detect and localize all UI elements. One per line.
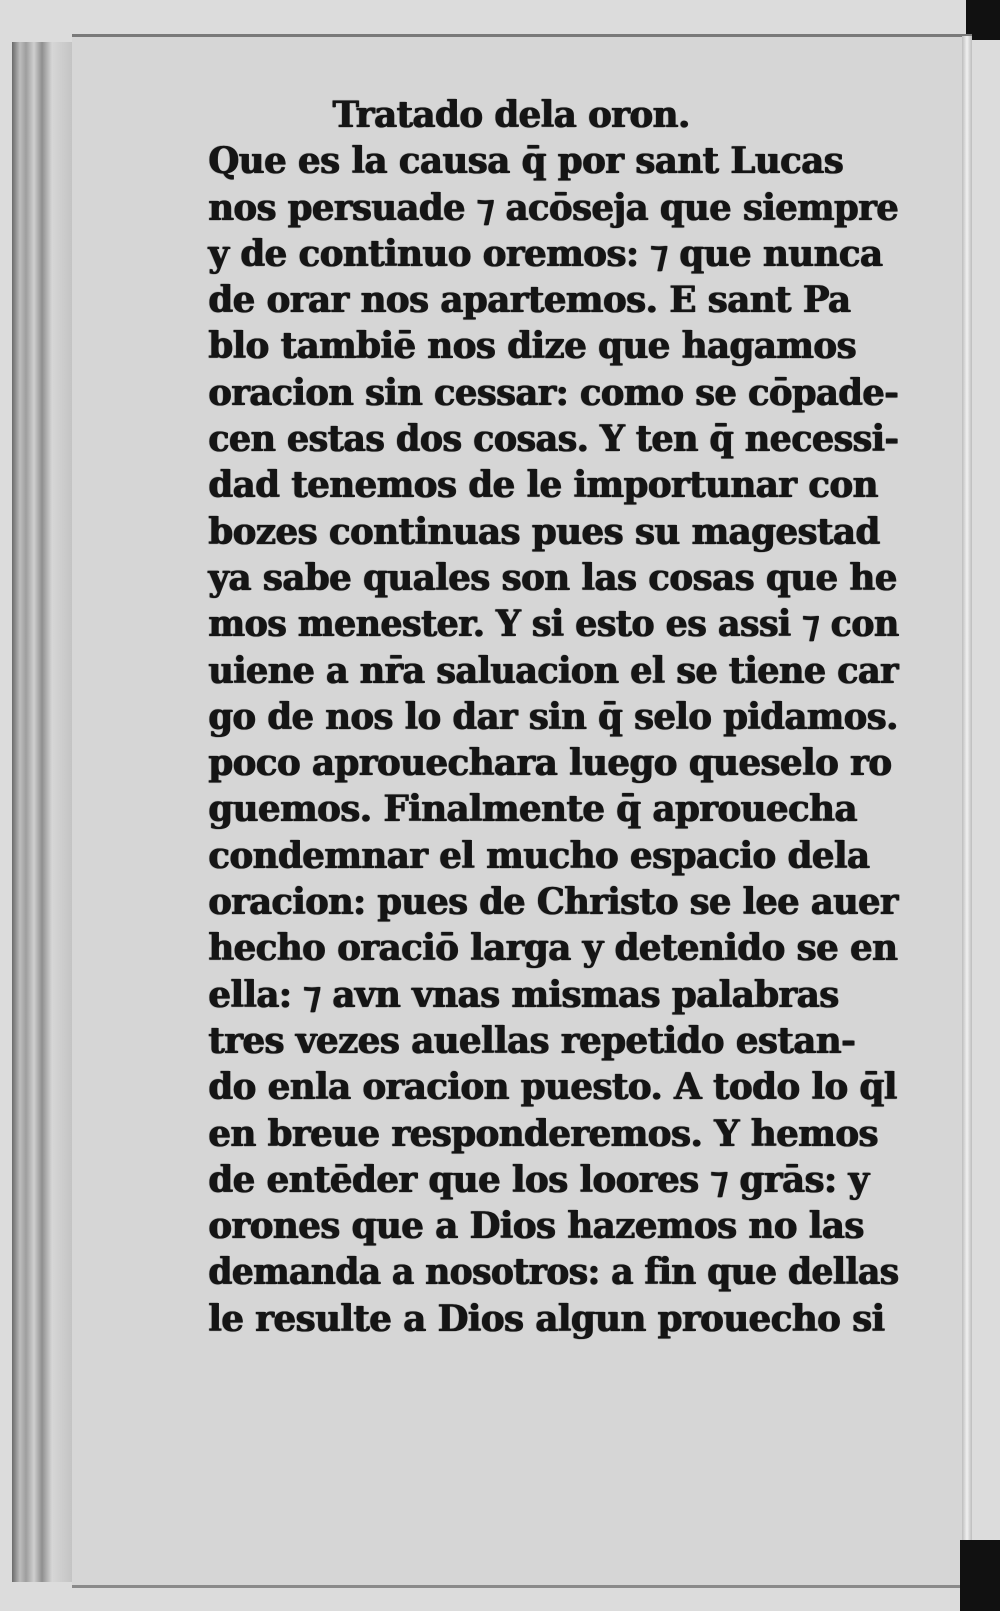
- text-line: cen estas dos cosas. Y ten q̄ necessi-: [208, 418, 899, 461]
- text-line: bozes continuas pues su magestad: [208, 510, 880, 553]
- text-line: ya sabe quales son las cosas que he: [208, 556, 897, 599]
- text-line: nos persuade ⁊ acōseja que siempre: [208, 186, 898, 229]
- text-line: go de nos lo dar sin q̄ selo pidamos.: [208, 695, 898, 738]
- text-line: en breue responderemos. Y hemos: [208, 1112, 878, 1155]
- text-line: condemnar el mucho espacio dela: [208, 834, 870, 877]
- text-line: demanda a nosotros: a fin que dellas: [208, 1251, 899, 1294]
- text-line: blo tambiē nos dize que hagamos: [208, 325, 856, 368]
- text-line: tres vezes auellas repetido estan-: [208, 1019, 855, 1062]
- text-line: hecho oraciō larga y detenido se en: [208, 927, 898, 970]
- text-line: poco aprouechara luego queselo ro: [208, 742, 892, 785]
- text-line: uiene a nr̄a saluacion el se tiene car: [208, 649, 898, 692]
- page-fold-edge: [962, 36, 972, 1586]
- text-line: oracion: pues de Christo se lee auer: [208, 881, 898, 924]
- text-line: mos menester. Y si esto es assi ⁊ con: [208, 603, 899, 646]
- text-line: do enla oracion puesto. A todo lo q̄l: [208, 1066, 897, 1109]
- page-text: [208, 92, 908, 1342]
- text-line: dad tenemos de le importunar con: [208, 464, 878, 507]
- text-line: Que es la causa q̄ por sant Lucas: [208, 140, 843, 183]
- text-line: y de continuo oremos: ⁊ que nunca: [208, 232, 883, 275]
- text-line: guemos. Finalmente q̄ aprouecha: [208, 788, 857, 831]
- running-head: Tratado dela oron.: [332, 94, 690, 136]
- text-line: de entēder que los loores ⁊ grās: y: [208, 1158, 869, 1201]
- text-line: le resulte a Dios algun prouecho si: [208, 1297, 885, 1340]
- text-line: de orar nos apartemos. E sant Pa: [208, 279, 851, 322]
- text-line: ella: ⁊ avn vnas mismas palabras: [208, 973, 839, 1016]
- scan-background-corner-bottom: [960, 1540, 1000, 1611]
- text-line: orones que a Dios hazemos no las: [208, 1205, 864, 1248]
- text-line: oracion sin cessar: como se cōpade-: [208, 371, 898, 414]
